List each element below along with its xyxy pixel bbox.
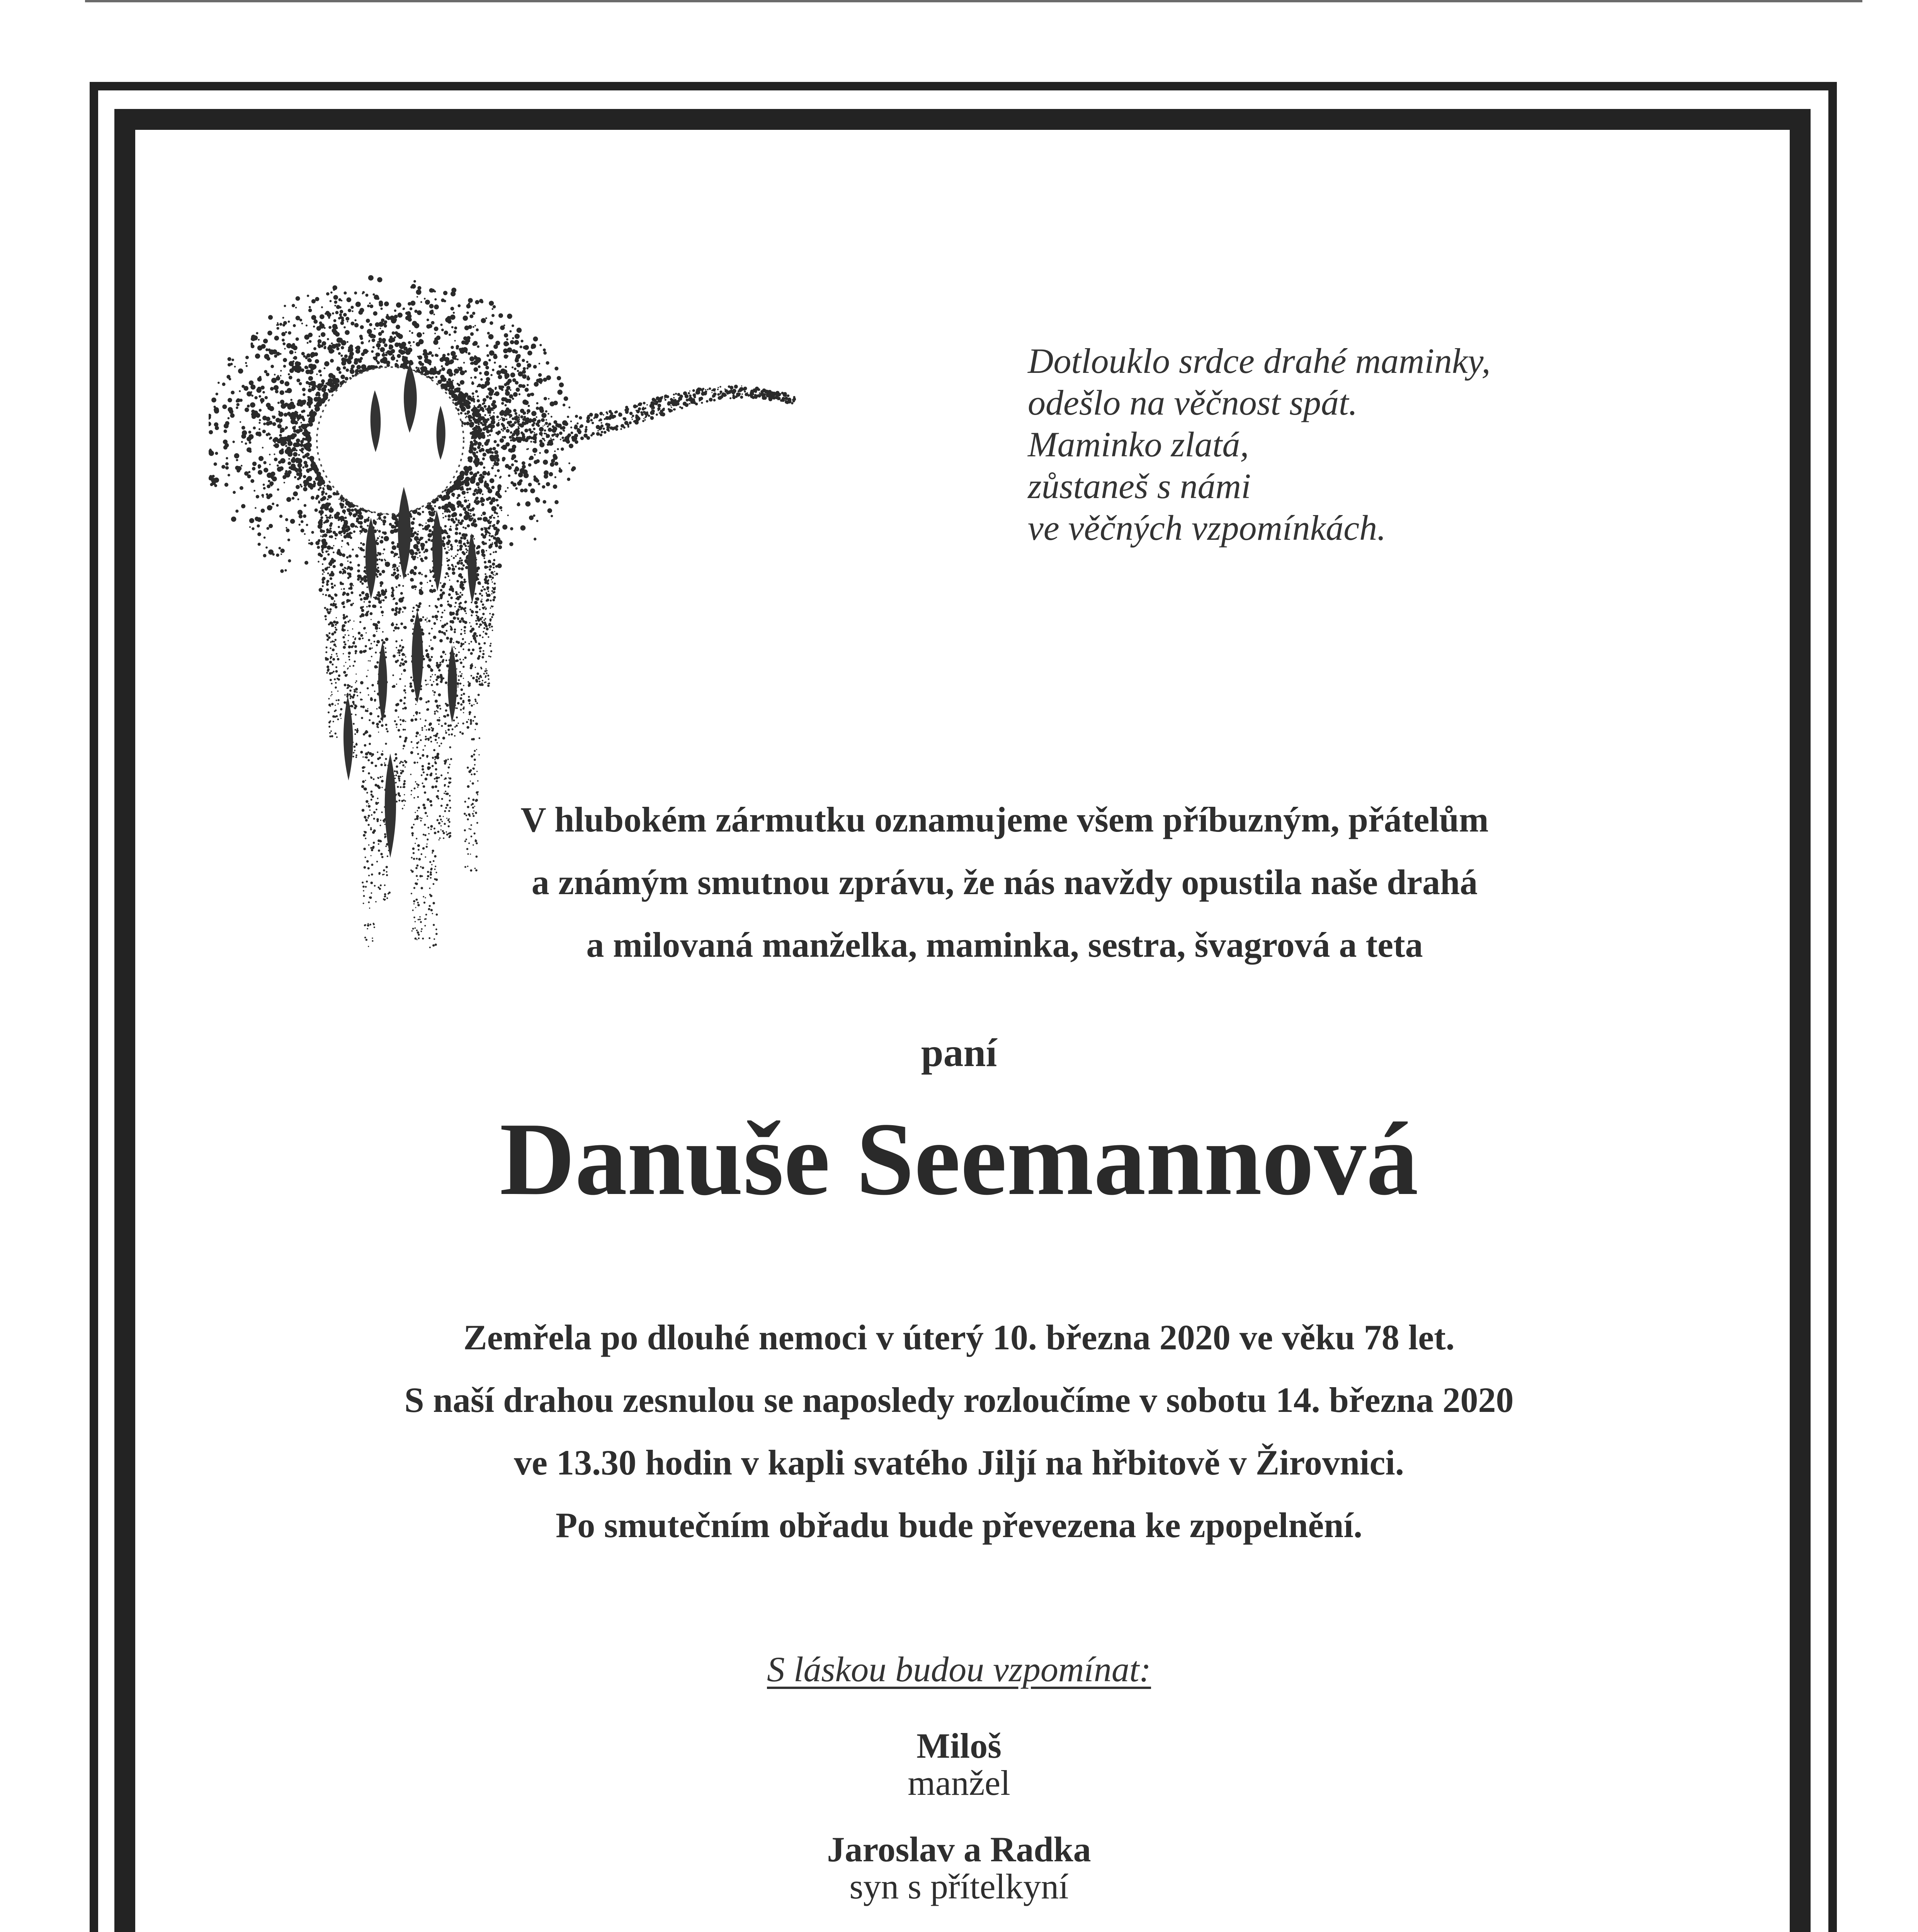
mourner-entry — [0, 1831, 1918, 1932]
details-line: Zemřela po dlouhé nemoci v úterý 10. března 2020 ve věku 78 let. — [463, 1318, 1455, 1357]
memorial-poem — [1028, 340, 1607, 549]
poem-line: Maminko zlatá, — [1028, 425, 1249, 464]
mourner-name: Miloš — [916, 1726, 1002, 1765]
announcement-line: a milovaná manželka, maminka, sestra, švagrová a teta — [586, 925, 1423, 964]
mourners-heading — [0, 1646, 1918, 1692]
mourner-entry — [0, 1727, 1918, 1831]
mourners-list — [0, 1727, 1918, 1932]
announcement-line: a známým smutnou zprávu, že nás navždy opustila naše drahá — [531, 862, 1478, 902]
details-line: Po smutečním obřadu bude převezena ke zpopelnění. — [556, 1505, 1362, 1545]
announcement-line: V hlubokém zármutku oznamujeme všem příbuzným, přátelům — [520, 800, 1489, 839]
salutation: paní — [921, 1031, 997, 1075]
scan-edge-line — [85, 0, 1862, 2]
funeral-details — [0, 1306, 1918, 1556]
announcement-text — [386, 788, 1623, 976]
details-line: ve 13.30 hodin v kapli svatého Jiljí na hřbitově v Žirovnici. — [514, 1443, 1404, 1482]
mourner-relation: syn s přítelkyní — [849, 1867, 1069, 1906]
mourner-name: Jaroslav a Radka — [827, 1830, 1091, 1869]
poem-line: zůstaneš s námi — [1028, 466, 1251, 506]
details-line: S naší drahou zesnulou se naposledy rozloučíme v sobotu 14. března 2020 — [404, 1380, 1514, 1420]
deceased-name: Danuše Seemannová — [500, 1101, 1418, 1217]
poem-line: Dotlouklo srdce drahé maminky, — [1028, 341, 1491, 381]
poem-line: ve věčných vzpomínkách. — [1028, 508, 1386, 548]
mourner-relation: manžel — [908, 1763, 1010, 1803]
mourners-heading-text: S láskou budou vzpomínat: — [767, 1650, 1151, 1689]
poem-line: odešlo na věčnost spát. — [1028, 383, 1358, 422]
